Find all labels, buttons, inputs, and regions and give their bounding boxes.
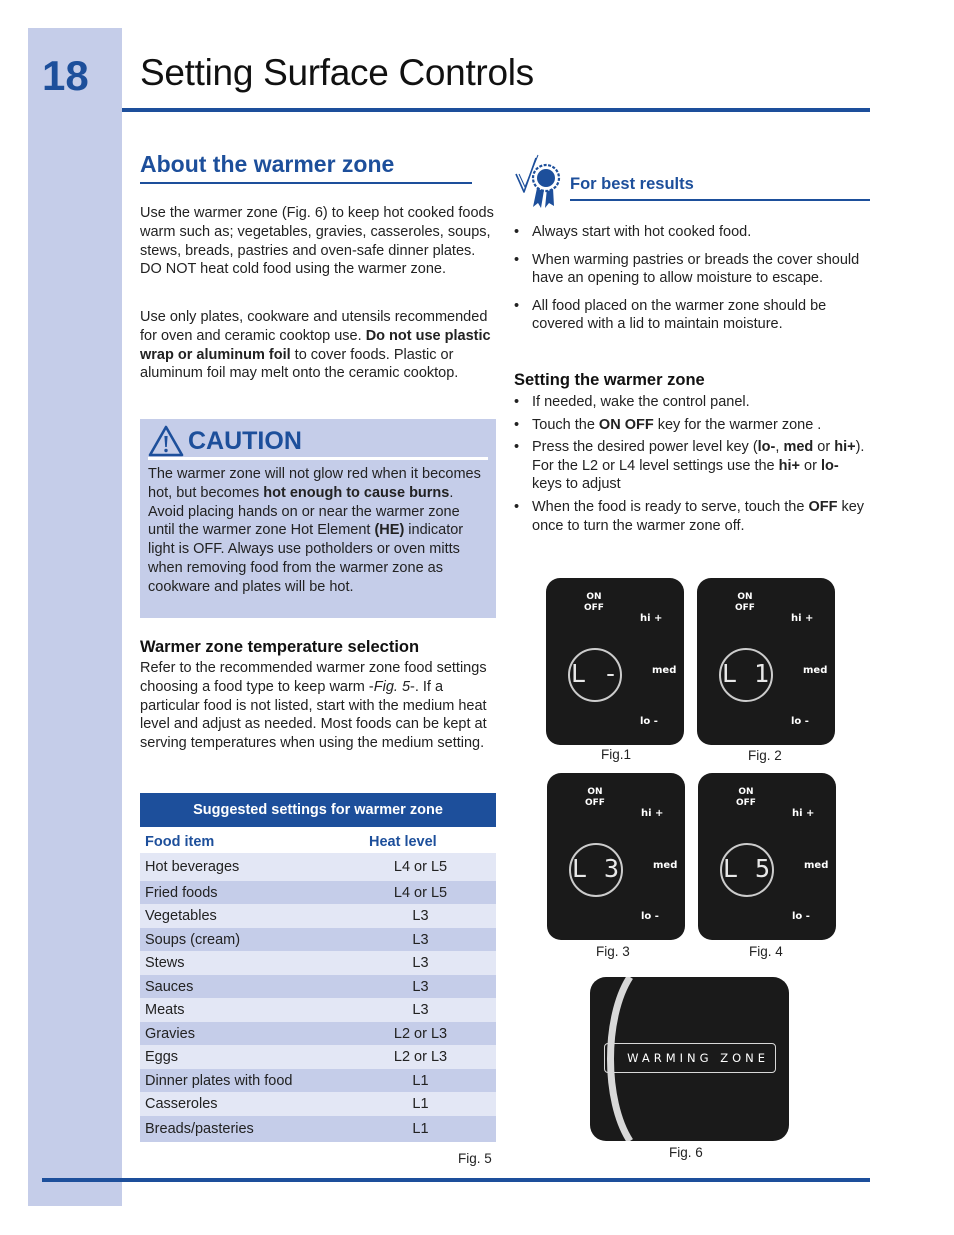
caution-rule (148, 457, 488, 460)
control-panel-fig3 (547, 773, 685, 940)
food-item-cell: Breads/pasteries (145, 1121, 254, 1137)
on-off-key: ON OFF (735, 592, 755, 613)
control-panel-fig1 (546, 578, 684, 745)
about-heading-rule (140, 182, 472, 184)
heat-level-cell: L1 (412, 1072, 429, 1089)
table-row (140, 1069, 496, 1092)
food-item-cell: Eggs (145, 1049, 179, 1065)
food-item-cell: Fried foods (145, 884, 218, 901)
list-item: • Touch the ON OFF key for the warmer zone . (514, 416, 870, 435)
fig6-caption: Fig. 6 (669, 1145, 703, 1160)
heat-level-cell: L3 (412, 1002, 429, 1018)
temp-selection-heading: Warmer zone temperature selection (140, 638, 420, 656)
warming-zone-panel (590, 977, 789, 1141)
table-row (140, 1022, 496, 1045)
table-row (140, 928, 496, 951)
food-item-cell: Gravies (145, 1025, 195, 1042)
hi-plus-key: hi + (641, 808, 664, 819)
hi-plus-key: hi + (791, 613, 814, 624)
list-item: • Press the desired power level key (lo-, med or hi+). For the L2 or L4 level settings use the hi+ or lo- keys to adjust (514, 438, 870, 494)
col-food-header: Food item (145, 834, 215, 850)
heat-level-cell: L1 (412, 1121, 429, 1137)
table-row (140, 1045, 496, 1069)
level-display: L - (568, 648, 622, 702)
heat-level-cell: L4 or L5 (393, 884, 448, 901)
heat-level-cell: L1 (412, 1096, 429, 1112)
table-header (140, 827, 496, 853)
lo-minus-key: lo - (791, 716, 809, 727)
food-item-cell: Casseroles (145, 1096, 218, 1112)
on-off-key: ON OFF (585, 787, 605, 808)
page-sidebar (28, 28, 122, 1206)
best-results-list (514, 223, 870, 334)
lo-minus-key: lo - (640, 716, 658, 727)
table-body (140, 853, 496, 1142)
on-off-key: ON OFF (736, 787, 756, 808)
caution-triangle-icon (148, 425, 184, 457)
heat-level-cell: L3 (412, 908, 429, 924)
fig2-caption: Fig. 2 (748, 748, 782, 763)
temp-selection-text: Refer to the recommended warmer zone food settings choosing a food type to keep warm -Fig. 5-. If a particular food is not listed, start with the medium heat level and adjust as needed. Most foods can be kept at serving temperatures when using the medium setting. (140, 660, 487, 752)
hi-plus-key: hi + (792, 808, 815, 819)
page-title: Setting Surface Controls (140, 52, 534, 93)
best-results-rule (570, 199, 870, 201)
heat-level-cell: L3 (412, 931, 429, 948)
food-item-cell: Dinner plates with food (145, 1072, 293, 1089)
med-key: med (653, 860, 678, 871)
list-item: • When the food is ready to serve, touch the OFF key once to turn the warmer zone off. (514, 498, 870, 535)
heat-level-cell: L4 or L5 (393, 859, 448, 875)
table-row (140, 998, 496, 1022)
table-row (140, 881, 496, 904)
table-row (140, 951, 496, 975)
level-display: L 1 (719, 648, 773, 702)
col-heat-header: Heat level (369, 834, 437, 850)
med-key: med (804, 860, 829, 871)
table-title: Suggested settings for warmer zone (140, 793, 496, 827)
fig4-caption: Fig. 4 (749, 944, 783, 959)
list-item: • All food placed on the warmer zone should be covered with a lid to maintain moisture. (514, 297, 870, 334)
food-item-cell: Soups (cream) (145, 931, 241, 948)
control-panel-fig4 (698, 773, 836, 940)
lo-minus-key: lo - (641, 911, 659, 922)
caution-label: CAUTION (188, 426, 302, 455)
warming-zone-label: WARMING ZONE (604, 1043, 776, 1073)
list-item: • If needed, wake the control panel. (514, 393, 870, 412)
award-ribbon-checkmark-icon (514, 152, 564, 210)
heat-level-cell: L2 or L3 (393, 1049, 448, 1065)
caution-text: The warmer zone will not glow red when it becomes hot, but becomes hot enough to cause burns. Avoid placing hands on or near the warmer zone until the warmer zone Hot Element (HE) indicator light is OFF. Always use potholders or oven mitts when removing food from the warmer zone as cookware and plates will be hot. (148, 466, 481, 595)
list-item: • When warming pastries or breads the cover should have an opening to allow moisture to escape. (514, 251, 870, 288)
heat-level-cell: L3 (412, 955, 429, 971)
best-results-heading: For best results (570, 175, 694, 193)
header-rule (122, 108, 870, 112)
about-heading: About the warmer zone (140, 151, 395, 177)
food-item-cell: Meats (145, 1002, 185, 1018)
footer-rule (42, 1178, 870, 1182)
level-display: L 3 (569, 843, 623, 897)
lo-minus-key: lo - (792, 911, 810, 922)
setting-heading: Setting the warmer zone (514, 371, 705, 389)
level-display: L 5 (720, 843, 774, 897)
table-row (140, 904, 496, 928)
food-item-cell: Vegetables (145, 908, 217, 924)
fig1-caption: Fig.1 (601, 747, 632, 762)
list-item: • Always start with hot cooked food. (514, 223, 870, 242)
food-item-cell: Stews (145, 955, 185, 971)
heat-level-cell: L3 (412, 978, 429, 995)
food-item-cell: Sauces (145, 978, 194, 995)
food-item-cell: Hot beverages (145, 859, 240, 875)
page-number: 18 (42, 52, 89, 99)
caution-header (148, 423, 302, 459)
table-row (140, 1092, 496, 1116)
table-row (140, 975, 496, 998)
about-paragraph-1: Use the warmer zone (Fig. 6) to keep hot cooked foods warm such as; vegetables, gravies, casseroles, soups, stews, breads, pastries and oven-safe dinner plates. DO NOT heat cold food using the warmer zone. (140, 205, 494, 278)
caution-box (140, 419, 496, 618)
setting-steps-list (514, 393, 870, 535)
table-row (140, 853, 496, 881)
about-paragraph-2: Use only plates, cookware and utensils recommended for oven and ceramic cooktop use. Do not use plastic wrap or aluminum foil to cover foods. Plastic or aluminum foil may melt onto the ceramic cooktop. (140, 309, 491, 382)
control-panel-fig2 (697, 578, 835, 745)
on-off-key: ON OFF (584, 592, 604, 613)
med-key: med (652, 665, 677, 676)
fig5-caption: Fig. 5 (458, 1151, 492, 1166)
warmer-settings-table (140, 793, 496, 1142)
med-key: med (803, 665, 828, 676)
heat-level-cell: L2 or L3 (393, 1025, 448, 1042)
fig3-caption: Fig. 3 (596, 944, 630, 959)
hi-plus-key: hi + (640, 613, 663, 624)
table-row (140, 1116, 496, 1142)
